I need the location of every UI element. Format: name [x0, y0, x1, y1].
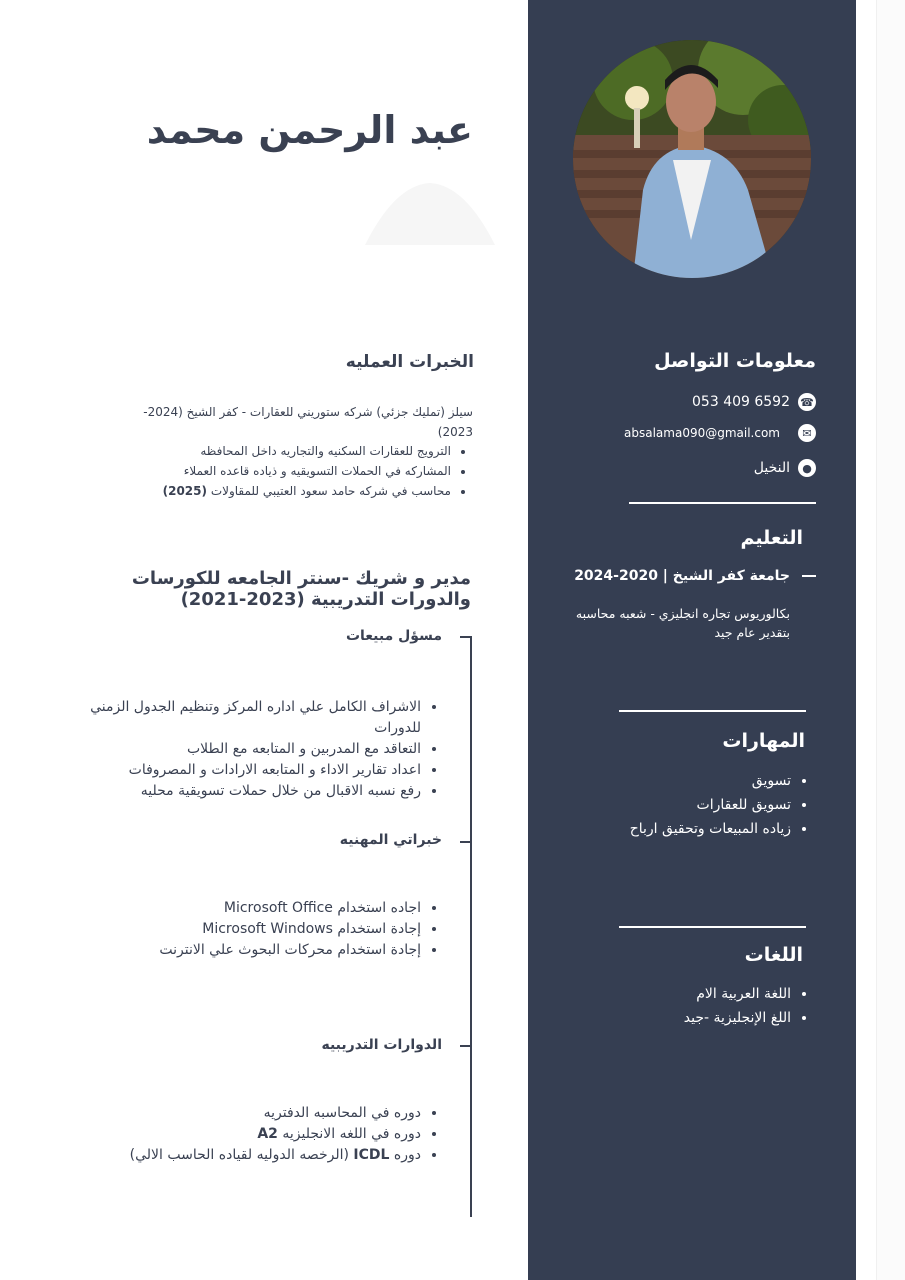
experience-intro-line: سيلز (تمليك جزئي) شركه ستوريني للعقارات - كفر الشيخ (2024- — [143, 405, 473, 419]
list-item: • اعداد تقارير الاداء و المتابعه الارادات و المصروفات — [51, 760, 421, 781]
experience-intro — [143, 402, 473, 442]
experience-intro-year: 2023) — [437, 425, 473, 439]
contact-email-row — [624, 424, 816, 442]
contact-location: النخيل — [753, 460, 790, 476]
languages-title: اللغات — [744, 944, 803, 966]
manager-title — [132, 568, 471, 610]
divider — [619, 926, 806, 928]
divider — [629, 502, 816, 504]
education-school-row — [574, 568, 816, 584]
courses-list — [130, 1103, 443, 1166]
page-edge — [876, 0, 905, 1280]
list-item-year: (2025) — [162, 484, 207, 498]
dash-icon — [802, 575, 816, 577]
experience-list — [163, 441, 473, 501]
professional-list — [159, 898, 443, 961]
list-item: • رفع نسبه الاقبال من خلال حملات تسويقية محليه — [51, 781, 421, 802]
manager-title-years: والدورات التدريبية (2023-2021) — [180, 589, 471, 610]
page-margin — [856, 0, 876, 1280]
manager-title-line: مدير و شريك -سنتر الجامعه للكورسات — [131, 568, 471, 589]
list-item: • تسويق للعقارات — [630, 793, 791, 817]
education-title: التعليم — [740, 527, 803, 549]
list-item: • التعاقد مع المدربين و المتابعه مع الطلاب — [51, 739, 421, 760]
list-item: • اجاده استخدام Microsoft Office — [159, 898, 421, 919]
education-degree-line: بكالوريوس تجاره انجليزي - شعبه محاسبه — [575, 606, 790, 621]
education-grade-line: بتقدير عام جيد — [714, 625, 790, 640]
candidate-name: عبد الرحمن محمد — [146, 108, 473, 152]
phone-icon: ☎ — [798, 393, 816, 411]
timeline-line — [470, 636, 472, 1217]
mail-icon: ✉ — [798, 424, 816, 442]
list-item: • اللغ الإنجليزية -جيد — [684, 1006, 791, 1030]
sales-list — [51, 697, 443, 802]
course-description: (الرخصه الدوليه لقياده الحاسب الالي) — [129, 1147, 349, 1163]
list-item: • إجادة استخدام محركات البحوث علي الانترنت — [159, 940, 421, 961]
education-degree — [576, 604, 790, 642]
list-item — [130, 1145, 421, 1166]
course-text: دوره في اللغه الانجليزيه — [282, 1126, 421, 1142]
contact-phone-row — [692, 393, 816, 411]
location-pin-icon: ● — [798, 459, 816, 477]
list-item-text: محاسب في شركه حامد سعود العتيبي للمقاولات — [210, 484, 451, 498]
courses-title: الدوارات التدريبيه — [321, 1037, 442, 1053]
list-item: • الترويج للعقارات السكنيه والتجاريه داخل المحافظه — [163, 441, 451, 461]
list-item: • دوره في المحاسبه الدفتريه — [130, 1103, 421, 1124]
course-code: ICDL — [353, 1147, 390, 1163]
list-item: • المشاركه في الحملات التسويقيه و ذياده قاعده العملاء — [163, 461, 451, 481]
contact-location-row — [754, 459, 816, 477]
contact-title: معلومات التواصل — [654, 350, 816, 372]
timeline-tick — [460, 841, 472, 843]
languages-list — [684, 982, 809, 1030]
course-prefix: دوره — [393, 1147, 421, 1163]
contact-phone: 053 409 6592 — [692, 394, 790, 410]
list-item — [130, 1124, 421, 1145]
profile-photo-illustration — [573, 40, 811, 278]
watermark-icon — [355, 175, 505, 255]
education-school: جامعة كفر الشيخ | 2020-2024 — [574, 568, 790, 584]
divider — [619, 710, 806, 712]
sales-title: مسؤل مبيعات — [345, 628, 442, 644]
course-level: A2 — [257, 1126, 278, 1142]
skills-title: المهارات — [722, 730, 805, 752]
skills-list — [630, 769, 809, 841]
timeline-tick — [460, 636, 472, 638]
contact-email[interactable]: absalama090@gmail.com — [624, 426, 780, 440]
list-item: • زياده المبيعات وتحقيق ارباح — [630, 817, 791, 841]
list-item: • الاشراف الكامل علي اداره المركز وتنظيم الجدول الزمني للدورات — [51, 697, 421, 739]
timeline-tick — [460, 1045, 472, 1047]
experience-title: الخبرات العمليه — [345, 352, 474, 372]
list-item: • إجادة استخدام Microsoft Windows — [159, 919, 421, 940]
list-item — [163, 481, 451, 501]
list-item: • تسويق — [630, 769, 791, 793]
profile-photo — [573, 40, 811, 278]
list-item: • اللغة العربية الام — [684, 982, 791, 1006]
professional-title: خبراتي المهنيه — [339, 832, 442, 848]
